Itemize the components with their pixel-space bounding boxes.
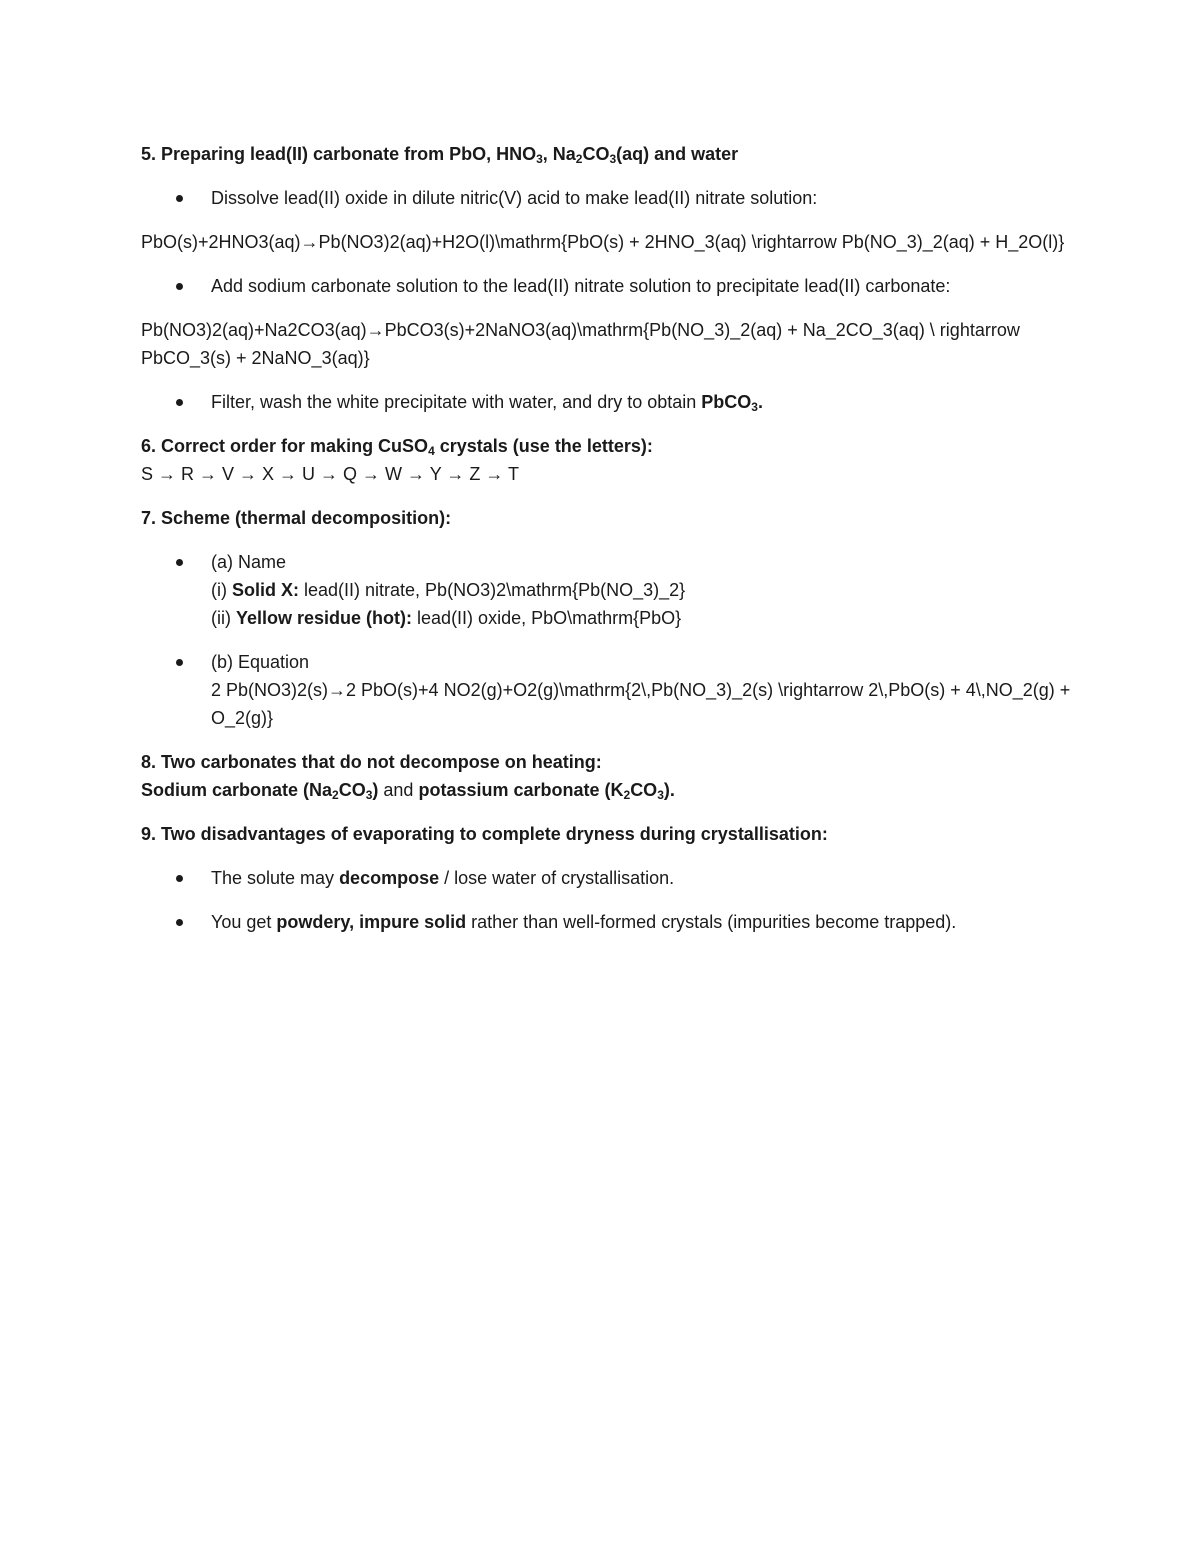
q5-bullet-list-1 (141, 184, 1071, 212)
q7-b-label: (b) Equation (211, 652, 310, 672)
q8-text-part: Sodium carbonate (Na (141, 780, 333, 800)
q5-equation-2: Pb(NO3)2(aq)+Na2CO3(aq)→PbCO3(s)+2NaNO3(aq)\mathrm{Pb(NO_3)_2(aq) + Na_2CO_3(aq) \ rightarrow PbCO_3(s) + 2NaNO_3(aq)} (141, 320, 1020, 368)
q5-bullet-list-2 (141, 272, 1071, 300)
q8-text-part: ) (372, 780, 379, 800)
q5-filter-product-text: PbCO (701, 392, 752, 412)
q7-part-a-list (141, 548, 1071, 632)
q9-bullet-decompose (141, 864, 1071, 892)
q7-a-i-prefix: (i) (211, 580, 232, 600)
q8-heading: 8. Two carbonates that do not decompose on heating: (141, 752, 602, 772)
q5-heading (141, 140, 1071, 168)
q8-and: and (378, 780, 419, 800)
q8-sodium-carbonate (141, 780, 378, 800)
subscript: 3 (609, 152, 617, 166)
q7-a-i (211, 576, 1071, 604)
q5-bullet-precipitate: Add sodium carbonate solution to the lead(II) nitrate solution to precipitate lead(II) carbonate: (141, 272, 1071, 300)
subscript: 3 (751, 400, 758, 414)
q9-bullet-list-2 (141, 908, 1071, 936)
q9-b1-bold: decompose (339, 868, 440, 888)
q7-a-ii-label: Yellow residue (hot): (236, 608, 413, 628)
q7-part-a (141, 548, 1071, 632)
q5-heading-part: , Na (542, 144, 576, 164)
q5-heading-part: CO (582, 144, 610, 164)
subscript: 2 (623, 788, 631, 802)
subscript: 2 (575, 152, 583, 166)
q5-heading-part: 5. Preparing lead(II) carbonate from PbO, HNO (141, 144, 537, 164)
subscript: 3 (657, 788, 664, 802)
q7-a-ii-answer: lead(II) oxide, PbO\mathrm{PbO} (412, 608, 682, 628)
subscript: 3 (365, 788, 373, 802)
q6-heading (141, 432, 1071, 460)
q6-heading-part: crystals (use the letters): (434, 436, 653, 456)
q5-bullet-filter (141, 388, 1071, 416)
q9-b2-text: You get (211, 912, 277, 932)
q9-b2-bold: powdery, impure solid (276, 912, 467, 932)
q5-bullet-dissolve: Dissolve lead(II) oxide in dilute nitric(V) acid to make lead(II) nitrate solution: (141, 184, 1071, 212)
q7-a-label: (a) Name (211, 552, 287, 572)
q5-heading-part: (aq) and water (616, 144, 739, 164)
q7-b-equation: 2 Pb(NO3)2(s)→2 PbO(s)+4 NO2(g)+O2(g)\mathrm{2\,Pb(NO_3)_2(s) \rightarrow 2\,PbO(s) + 4\,NO_2(g) + O_2(g)} (211, 680, 1071, 728)
q7-part-b-list (141, 648, 1071, 732)
q5-filter-end: . (757, 392, 763, 412)
q9-b1-text-end: / lose water of crystallisation. (439, 868, 675, 888)
q5-equation-1: PbO(s)+2HNO3(aq)→Pb(NO3)2(aq)+H2O(l)\mathrm{PbO(s) + 2HNO_3(aq) \rightarrow Pb(NO_3)_2(aq) + H_2O(l)} (141, 232, 1065, 252)
q7-a-i-label: Solid X: (232, 580, 299, 600)
q8-text-part: CO (338, 780, 366, 800)
q5-bullet-list-3 (141, 388, 1071, 416)
q5-filter-text: Filter, wash the white precipitate with water, and dry to obtain (211, 392, 702, 412)
q8-answer (141, 776, 1071, 804)
subscript: 4 (428, 444, 435, 458)
q9-b2-text-end: rather than well-formed crystals (impurities become trapped). (466, 912, 957, 932)
q9-b1-text: The solute may (211, 868, 340, 888)
q6-heading-part: 6. Correct order for making CuSO (141, 436, 429, 456)
q7-heading: 7. Scheme (thermal decomposition): (141, 508, 452, 528)
q5-filter-product (701, 392, 763, 412)
q8-text-part: potassium carbonate (K (418, 780, 624, 800)
document-content (141, 140, 1071, 936)
q9-bullet-powdery (141, 908, 1071, 936)
q8-text-part: CO (630, 780, 658, 800)
q7-part-b (141, 648, 1071, 732)
subscript: 3 (536, 152, 543, 166)
q8-text-part: ). (663, 780, 675, 800)
q9-heading: 9. Two disadvantages of evaporating to complete dryness during crystallisation: (141, 824, 828, 844)
q8-potassium-carbonate (418, 780, 674, 800)
q7-a-ii-prefix: (ii) (211, 608, 236, 628)
subscript: 2 (332, 788, 339, 802)
q7-a-i-answer: lead(II) nitrate, Pb(NO3)2\mathrm{Pb(NO_3)_2} (299, 580, 686, 600)
q9-bullet-list (141, 864, 1071, 892)
q6-order: S → R → V → X → U → Q → W → Y → Z → T (141, 464, 520, 484)
q7-a-ii (211, 604, 1071, 632)
